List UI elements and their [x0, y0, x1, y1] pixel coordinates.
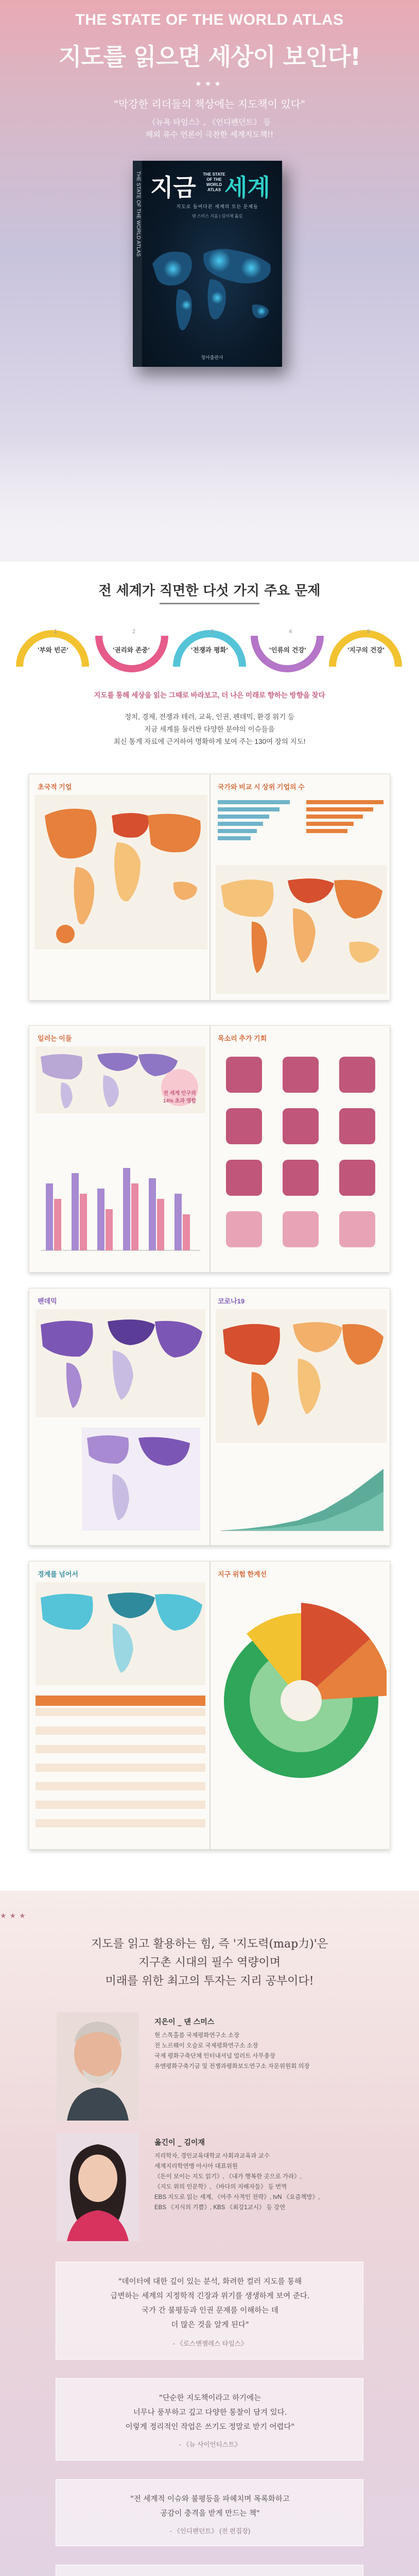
review-lead-line: 지구촌 시대의 필수 역량이며: [138, 1956, 281, 1969]
problems-section: [0, 562, 419, 1015]
gallery-section: [0, 1015, 419, 1891]
quote-line: 급변하는 세계의 지정학적 긴장과 위기를 생생하게 보여 준다.: [110, 2292, 310, 2300]
spread-fold: [210, 1289, 211, 1545]
spread-heading-left: 일러는 이들: [38, 1035, 72, 1042]
hero-sub-line: 《뉴욕 타임스》, 《인디펜던트》 등: [148, 117, 271, 127]
quote-card: [56, 2262, 363, 2360]
world-map-regions: [216, 865, 387, 994]
book-title-accent: 세계: [224, 174, 270, 201]
translator-bio-line: EBS 《지식의 기쁨》, KBS 《최강1교시》 등 강연: [154, 2205, 286, 2211]
hero-sub-line: 해외 유수 언론이 극찬한 세계지도책!!: [145, 130, 274, 139]
area-line-chart: [216, 1448, 387, 1536]
quote-line: 국가 간 불평등과 인권 문제를 이해하는 데: [142, 2307, 278, 2315]
spread-fold: [210, 1562, 211, 1849]
translator-bio-line: 《돈이 보이는 지도 읽기》, 《내가 행복한 곳으로 가라》,: [154, 2174, 302, 2180]
hero-title: 지도를 읽으면 세상이 보인다!: [58, 43, 361, 71]
problem-number: 5: [366, 629, 371, 635]
spread-heading-left: 팬데믹: [38, 1297, 57, 1305]
book-spread-4: [29, 1561, 390, 1850]
problem-label: '부와 빈곤': [37, 646, 69, 654]
stat-bubble: 전 세계 인구의 14% 초과 영합: [163, 1091, 197, 1104]
spread-heading-right: 코로나19: [218, 1297, 245, 1305]
mini-world-map: [36, 1422, 205, 1536]
quote-source: - 《로스앤젤레스 타임스》: [172, 2340, 248, 2347]
problem-label: '권리와 존중': [112, 646, 150, 654]
hero-quote: "막강한 리더들의 책상에는 지도책이 있다": [113, 98, 306, 110]
quote-line: 너무나 풍부하고 깊고 다양한 통찰이 담겨 있다.: [133, 2409, 287, 2417]
problems-body-line: 지금 세계를 둘러싼 다양한 분야의 이슈들을: [144, 725, 275, 733]
review-lead-line: 미래를 위한 최고의 투자는 지리 공부이다!: [105, 1975, 314, 1988]
quote-card: [56, 2479, 363, 2546]
hero-kicker: THE STATE OF THE WORLD ATLAS: [75, 11, 344, 28]
spread-heading-left: 경계를 넘어서: [38, 1570, 78, 1578]
quote-line: 이렇게 정리적인 작업은 쓰기도 정말로 받기 어렵다": [125, 2423, 295, 2431]
problem-label: '전쟁과 평화': [190, 646, 229, 654]
quote-source: - 《뉴 사이언티스트》: [179, 2441, 241, 2448]
translator-portrait: [57, 2133, 139, 2241]
problem-number: 2: [132, 629, 136, 635]
author-avatar-icon: [57, 2012, 139, 2121]
section-divider: [160, 603, 259, 604]
book-spread-2: [29, 1025, 390, 1273]
translator-bio-line: 세계지리학연맹 아시아 대표위원: [154, 2163, 238, 2170]
author-bio-line: 유엔평화구축기금 및 전쟁과평화보도연구소 자문위원회 의장: [154, 2063, 310, 2070]
problems-body-line: 정치, 경제, 전쟁과 테러, 교육, 인권, 펜데믹, 환경 위기 등: [124, 713, 295, 721]
author-bio-line: 전 노르웨이 오슬로 국제평화연구소 소장: [154, 2043, 258, 2049]
problem-number: 3: [210, 629, 214, 635]
author-portrait: [57, 2012, 139, 2121]
hero-stars: ★★★: [195, 79, 224, 88]
translator-name: 옮긴이 _ 김이재: [154, 2139, 205, 2147]
review-stars: ★★★: [0, 1911, 29, 1920]
quote-line: 더 많은 것을 알게 된다": [171, 2321, 249, 2329]
quote-line: "단순한 지도책이라고 하기에는: [159, 2394, 261, 2402]
quote-source: - 《인디펜던트》 (전 편집장): [169, 2528, 251, 2535]
review-lead-line: 지도를 읽고 활용하는 힘, 즉 '지도력(map力)'은: [91, 1938, 328, 1951]
section-title: 전 세계가 직면한 다섯 가지 주요 문제: [98, 583, 321, 599]
problem-number: 4: [288, 629, 292, 635]
book-publisher: 청아출판사: [201, 355, 223, 360]
bar-mini-chart: [216, 795, 387, 862]
grouped-bar-chart: [36, 1122, 205, 1266]
book-title: 지금: [150, 174, 196, 201]
data-table: [36, 1696, 205, 1840]
review-section: [0, 1891, 419, 2576]
spread-fold: [210, 774, 211, 1000]
problems-intro: 지도를 통해 세상을 읽는 그때로 바라보고, 더 나은 미래로 향하는 방향을 찾다: [94, 691, 325, 699]
world-map-borders: [36, 1582, 205, 1685]
people-icon-grid: [216, 1046, 387, 1268]
author-bio-line: 국제 평화구축단체 인터내셔널 얼러트 사무총장: [154, 2053, 275, 2059]
translator-avatar-icon: [57, 2133, 139, 2241]
world-map-pandemic: [36, 1309, 205, 1417]
quote-line: "데이터에 대한 깊이 있는 분석, 화려한 컬러 지도를 통해: [118, 2278, 302, 2286]
problem-number: 1: [54, 629, 58, 635]
author-bio-line: 현 스톡홀름 국제평화연구소 소장: [154, 2032, 240, 2039]
translator-bio-line: 지리학자, 경인교육대학교 사회과교육과 교수: [154, 2153, 270, 2159]
spread-heading-right: 국가와 비교 시 상위 기업의 수: [218, 783, 305, 791]
quote-card: [56, 2378, 363, 2461]
world-map-covid: [216, 1309, 387, 1443]
quote-line: 공감이 충격을 받게 만드는 책": [160, 2510, 260, 2518]
author-name: 지은이 _ 댄 스미스: [154, 2018, 215, 2026]
problem-label: '인류의 건강': [269, 646, 307, 654]
world-map-glow-icon: [142, 228, 282, 346]
translator-bio-line: EBS 지도로 읽는 세계, 《아주 사적인 전략》, tvN 《요즘책방》,: [154, 2194, 320, 2200]
book-authors: 댄 스미스 지음 | 김이재 옮김: [191, 214, 243, 218]
book-title-english: THE STATE OF THE WORLD ATLAS: [203, 172, 225, 192]
world-map-choropleth: [34, 795, 207, 950]
spread-heading-right: 목소리 추가 기회: [218, 1035, 267, 1042]
book-spine-text: THE STATE OF THE WORLD ATLAS: [135, 171, 141, 257]
radial-boundary-chart: [216, 1582, 387, 1840]
problems-body-line: 최신 통계 자료에 근거하여 명확하게 보여 주는 130여 장의 지도!: [113, 738, 306, 745]
spread-heading-left: 초국적 기업: [38, 783, 72, 791]
translator-bio-line: 《지도 위의 인문학》, 《바다의 지배자들》 등 번역: [154, 2184, 287, 2190]
hero-fade: [0, 438, 419, 562]
spread-heading-right: 지구 위험 한계선: [218, 1570, 267, 1578]
book-tagline: 지도로 들여다본 세계의 모든 문제들: [176, 204, 258, 209]
book-spread-3: [29, 1288, 390, 1546]
spread-fold: [210, 1026, 211, 1272]
problem-label: '지구의 건강': [347, 646, 385, 654]
hero-section: [0, 0, 419, 562]
book-cover: [133, 161, 282, 367]
book-spread-1: [29, 774, 390, 1001]
quote-card: [56, 2565, 363, 2576]
quote-line: "전 세계적 이슈와 불평등을 파헤치며 목록화하고: [130, 2495, 290, 2503]
